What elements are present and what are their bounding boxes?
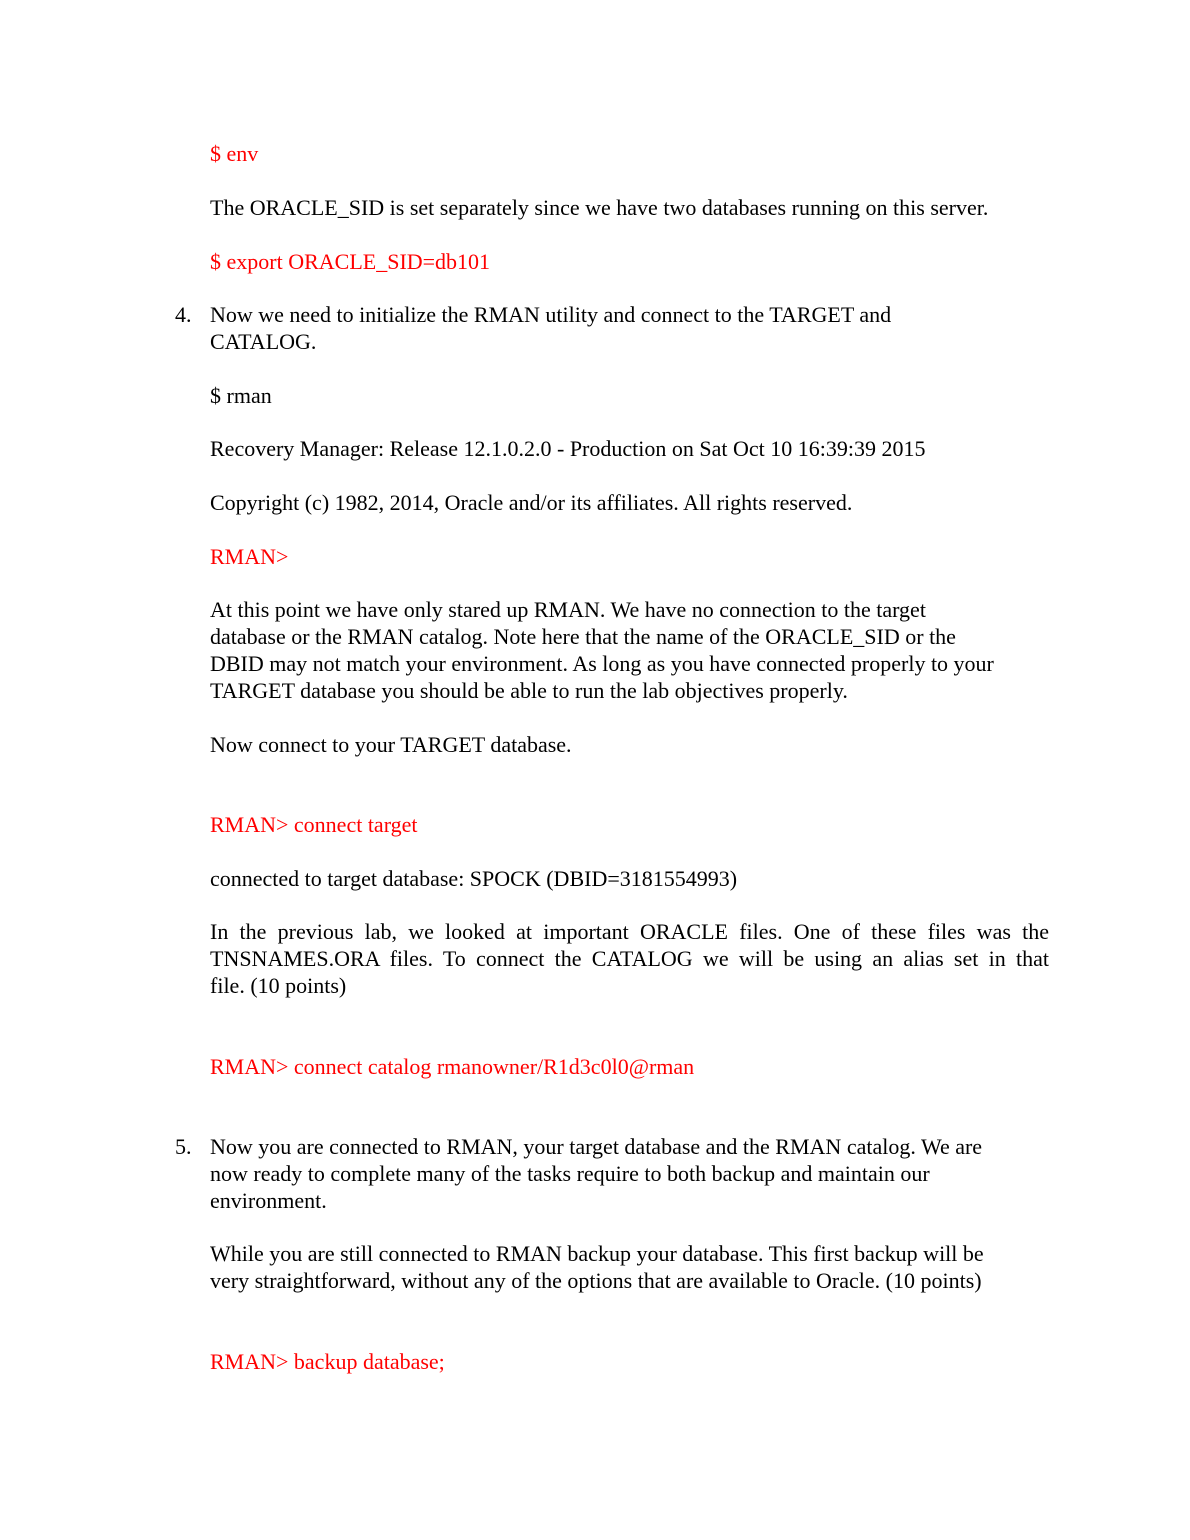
- startup-note-line-2: database or the RMAN catalog. Note here that the name of the ORACLE_SID or the: [210, 624, 956, 649]
- step-5-line-3: environment.: [210, 1188, 327, 1213]
- oracle-sid-note: The ORACLE_SID is set separately since we have two databases running on this server.: [210, 195, 989, 220]
- copyright-line: Copyright (c) 1982, 2014, Oracle and/or its affiliates. All rights reserved.: [210, 490, 853, 515]
- backup-database-command: RMAN> backup database;: [210, 1349, 445, 1374]
- step-4-number: 4.: [175, 302, 192, 327]
- startup-note-line-1: At this point we have only stared up RMAN. We have no connection to the target: [210, 597, 926, 622]
- connect-catalog-command: RMAN> connect catalog rmanowner/R1d3c0l0@rman: [210, 1054, 695, 1079]
- tnsnames-note-line-1: In the previous lab, we looked at important ORACLE files. One of these files was the: [210, 919, 1049, 944]
- backup-note-line-2: very straightforward, without any of the options that are available to Oracle. (10 points): [210, 1268, 982, 1293]
- recovery-manager-banner: Recovery Manager: Release 12.1.0.2.0 - Production on Sat Oct 10 16:39:39 2015: [210, 436, 926, 461]
- step-5-line-1: Now you are connected to RMAN, your target database and the RMAN catalog. We are: [210, 1134, 983, 1159]
- connected-message: connected to target database: SPOCK (DBID=3181554993): [210, 866, 738, 891]
- connect-target-command: RMAN> connect target: [210, 812, 418, 837]
- tnsnames-note-line-3: file. (10 points): [210, 973, 347, 998]
- startup-note-line-4: TARGET database you should be able to run the lab objectives properly.: [210, 678, 848, 703]
- env-command: $ env: [210, 141, 259, 166]
- backup-note-line-1: While you are still connected to RMAN backup your database. This first backup will be: [210, 1241, 984, 1266]
- rman-prompt: RMAN>: [210, 544, 289, 569]
- step-5-line-2: now ready to complete many of the tasks require to both backup and maintain our: [210, 1161, 930, 1186]
- step-4-line-2: CATALOG.: [210, 329, 317, 354]
- tnsnames-note-line-2: TNSNAMES.ORA files. To connect the CATALOG we will be using an alias set in that: [210, 946, 1049, 971]
- tnsnames-note: [210, 918, 1049, 999]
- step-4-line-1: Now we need to initialize the RMAN utility and connect to the TARGET and: [210, 302, 892, 327]
- startup-note-line-3: DBID may not match your environment. As long as you have connected properly to your: [210, 651, 994, 676]
- rman-command: $ rman: [210, 383, 272, 408]
- connect-target-note: Now connect to your TARGET database.: [210, 732, 572, 757]
- export-command: $ export ORACLE_SID=db101: [210, 249, 491, 274]
- step-5-number: 5.: [175, 1134, 192, 1159]
